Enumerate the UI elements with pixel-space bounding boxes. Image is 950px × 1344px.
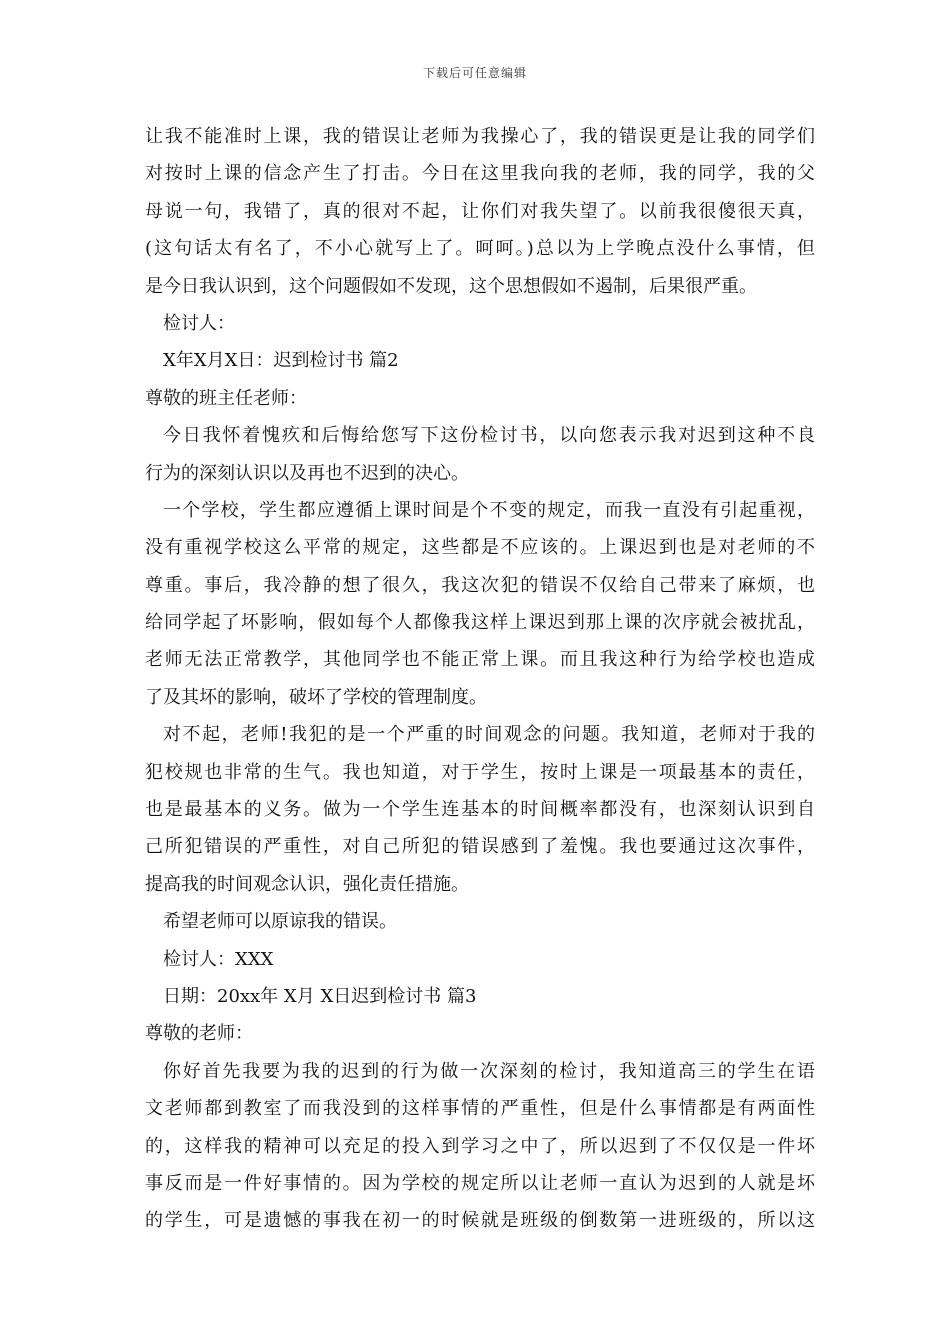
page-header-note: 下载后可任意编辑 [422,66,527,80]
text-line: 没有重视学校这么平常的规定，这些都是不应该的。上课迟到也是对老师的不 [145,537,815,559]
text-line: 了及其坏的影响，破坏了学校的管理制度。 [145,686,487,708]
text-line: 检讨人：XXX [163,948,274,970]
text-line: 的，这样我的精神可以充足的投入到学习之中了，所以迟到了不仅仅是一件坏 [145,1135,815,1157]
text-line: 你好首先我要为我的迟到的行为做一次深刻的检讨，我知道高三的学生在语 [163,1060,815,1082]
text-line: 一个学校，学生都应遵循上课时间是个不变的规定，而我一直没有引起重视， [163,499,815,521]
text-line: 是今日我认识到，这个问题假如不发现，这个思想假如不遏制，后果很严重。 [145,275,757,297]
text-line: 希望老师可以原谅我的错误。 [163,911,397,933]
document-body [145,118,815,1240]
text-line: 提高我的时间观念认识，强化责任措施。 [145,873,469,895]
text-line: 行为的深刻认识以及再也不迟到的决心。 [145,462,469,484]
text-line: 犯校规也非常的生气。我也知道，对于学生，按时上课是一项最基本的责任， [145,761,815,783]
text-line: 尊重。事后，我冷静的想了很久，我这次犯的错误不仅给自己带来了麻烦，也 [145,574,815,596]
text-line: 文老师都到教室了而我没到的这样事情的严重性，但是什么事情都是有两面性 [145,1098,815,1120]
text-line: 的学生，可是遗憾的事我在初一的时候就是班级的倒数第一进班级的，所以这 [145,1210,815,1232]
text-line: 今日我怀着愧疚和后悔给您写下这份检讨书，以向您表示我对迟到这种不良 [163,425,815,447]
text-line: 尊敬的老师： [145,1023,253,1045]
text-line: 母说一句，我错了，真的很对不起，让你们对我失望了。以前我很傻很天真， [145,200,815,222]
text-line: 事反而是一件好事情的。因为学校的规定所以让老师一直认为迟到的人就是坏 [145,1172,815,1194]
text-line: 己所犯错误的严重性，对自己所犯的错误感到了羞愧。我也要通过这次事件， [145,836,815,858]
text-line: (这句话太有名了，不小心就写上了。呵呵。)总以为上学晚点没什么事情，但 [145,238,815,260]
text-line: 给同学起了坏影响，假如每个人都像我这样上课迟到那上课的次序就会被扰乱， [145,612,815,634]
text-line: 对不起，老师!我犯的是一个严重的时间观念的问题。我知道，老师对于我的 [163,724,815,746]
text-line: X年X月X日：迟到检讨书 篇2 [163,350,399,372]
text-line: 日期：20xx年 X月 X日迟到检讨书 篇3 [163,985,477,1007]
text-line: 检讨人： [163,312,235,334]
text-line: 老师无法正常教学，其他同学也不能正常上课。而且我这种行为给学校也造成 [145,649,815,671]
text-line: 也是最基本的义务。做为一个学生连基本的时间概率都没有，也深刻认识到自 [145,799,815,821]
text-line: 尊敬的班主任老师： [145,387,307,409]
text-line: 对按时上课的信念产生了打击。今日在这里我向我的老师，我的同学，我的父 [145,163,815,185]
text-line: 让我不能准时上课，我的错误让老师为我操心了，我的错误更是让我的同学们 [145,126,815,147]
